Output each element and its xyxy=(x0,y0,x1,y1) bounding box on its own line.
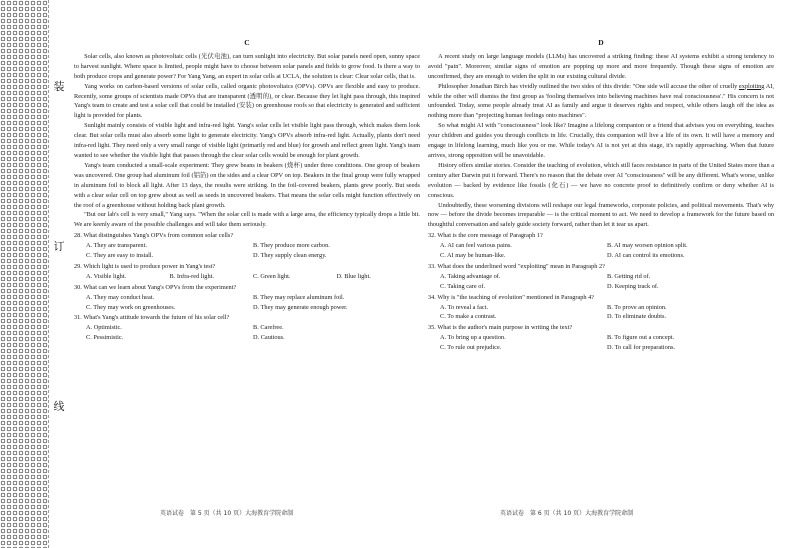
option-c[interactable]: C. They are easy to install. xyxy=(86,252,154,260)
passage-d-paragraph: A recent study on large language models (LLMs) has uncovered a striking finding: these AI systems exhibit a strong tendency to avoid "pain". Moreover, similar signs of emotion are popping up more and more frequently. Though these signs of emotion are unconfirmed, they are enough to widen the split in our existing cultural divide. xyxy=(428,52,774,80)
option-a[interactable]: A. They are transparent. xyxy=(86,242,147,250)
option-d[interactable]: D. Cautious. xyxy=(253,334,285,342)
option-b[interactable]: B. Getting rid of. xyxy=(607,272,651,280)
passage-c-paragraph: Yang works on carbon-based versions of solar cells, called organic photovoltaics (OPVs). OPVs are flexible and easy to produce. Recently, some groups of scientists made OPVs that are transparent (透明的), or clear. Because they let light pass through, this inspired Yang's team to create and test a solar cell that could be installed (安装) on greenhouse roofs so that electricity is generated and sufficient light is provided for plants. xyxy=(74,82,420,120)
question-30 xyxy=(74,283,420,313)
option-c[interactable]: C. To make a contrast. xyxy=(440,313,497,321)
option-a[interactable]: A. AI can feel various pains. xyxy=(440,242,512,250)
passage-c-paragraph: "But our lab's cell is very small," Yang says. "When the solar cell is made with a large area, the efficiency typically drops a little bit. We are keenly aware of the possible challenges and will take them seriously. xyxy=(74,211,420,229)
passage-d-title: D xyxy=(598,38,604,47)
option-c[interactable]: C. Green light. xyxy=(253,272,291,280)
question-stem: 34. Why is "the teaching of evolution" mentioned in Paragraph 4? xyxy=(428,293,595,301)
passage-d-paragraph: History offers similar stories. Consider the teaching of evolution, which still faces resistance in parts of the United States more than a century after Darwin put it forward. There's no reason that the debate over AI "consciousness" will be any different. What's worse, unlike evolution — backed by evidence like fossils (化石) — we have no concrete proof to definitively confirm or deny whether AI is conscious. xyxy=(428,161,774,199)
binding-char-bottom: 线 xyxy=(53,400,65,413)
passage-d-paragraph: Undoubtedly, these worsening divisions will reshape our legal frameworks, corporate policies, and political movements. That's why now — before the divide becomes irreparable — is the critical moment to act. We need to develop a framework for the future based on thoughtful conversation and safely guide society forward, rather than let it tear us apart. xyxy=(428,201,774,229)
binding-char-top: 装 xyxy=(53,80,65,93)
binding-char-middle: 订 xyxy=(53,240,65,253)
underlined-word: exploiting xyxy=(738,82,765,90)
option-d[interactable]: D. They may generate enough power. xyxy=(253,303,348,311)
option-d[interactable]: D. To eliminate doubts. xyxy=(607,313,667,321)
option-d[interactable]: D. Blue light. xyxy=(336,272,371,280)
passage-c xyxy=(74,38,420,343)
option-d[interactable]: D. To call for preparations. xyxy=(607,344,675,352)
question-stem: 32. What is the core message of Paragraph 1? xyxy=(428,232,543,240)
option-c[interactable]: C. To rule out prejudice. xyxy=(440,344,502,352)
question-35 xyxy=(428,323,774,353)
option-b[interactable]: B. They produce more carbon. xyxy=(253,242,330,250)
passage-d-paragraph: So what might AI with "consciousness" look like? Imagine a lifelong companion or a friend that advises you on everything, teaches your children and guides you through conflicts in life. Crucially, this companion will live a life of its own. It will have a memory and engage in lifelong learning, much like you or me. While today's AI is not yet at this stage, it's rapidly approaching. When that future arrives, strong opposition will be unavoidable. xyxy=(428,122,774,159)
question-stem: 30. What can we learn about Yang's OPVs from the experiment? xyxy=(74,283,237,291)
paragraph-text: AI, while the other will dismiss the first group as 'fooling themselves into believing machines have real consciousness'." His concern is not unfounded. Today, some people already treat AI as family and argue it deserves rights and respect, while others laugh off the idea as nothing more than "projecting human feelings onto machines". xyxy=(428,82,774,120)
option-c[interactable]: C. Pessimistic. xyxy=(86,334,124,342)
option-b[interactable]: B. To prove an opinion. xyxy=(607,303,667,311)
question-33 xyxy=(428,262,774,292)
passage-c-paragraph: Sunlight mainly consists of visible light and infra-red light. Yang's solar cells let visible light pass through, which makes them look clear. But solar cells must also absorb some light to generate electricity. Yang's OPVs absorb infra-red light. Actually, plants don't need infra-red light. They need only a very small range of visible light (primarily red and blue) for growth and reflect green light. Yang's team wanted to see whether the visible light that passes through the clear solar cells would be enough for plant growth. xyxy=(74,122,420,159)
question-stem: 33. What does the underlined word "exploiting" mean in Paragraph 2? xyxy=(428,262,605,270)
passage-c-paragraph: Yang's team conducted a small-scale experiment: They grew beans in beakers (烧杯) under three conditions. One group of beakers was uncovered. One group had aluminum foil (铝箔) on the sides and a clear OPV on top. Beakers in the final group were fully wrapped in aluminum foil to block all light. After 13 days, the results were striking. In the foil-covered beakers, plants grew poorly. But seeds with a clear solar cell on top grew about as well as seeds in uncovered beakers. That means the solar cells might function effectively on the roof of a greenhouse without holding back plant growth. xyxy=(74,161,420,209)
page-footer-right: 英语试卷 第 6 页（共 10 页）大海教育学院命制 xyxy=(500,510,634,517)
option-d[interactable]: D. Keeping track of. xyxy=(607,282,659,290)
passage-c-paragraph: Solar cells, also known as photovoltaic cells (光伏电池), can turn sunlight into electricity. But solar panels need open, sunny space to harvest sunlight. Where space is limited, people might have to choose between solar panels and fields to grow food. Is there a way to both produce crops and generate power? For Yang Yang, an expert in solar cells at UCLA, the solution is clear: Clear solar cells, that is. xyxy=(74,52,420,80)
page-footer-left: 英语试卷 第 5 页（共 10 页）大海教育学院命制 xyxy=(160,510,294,517)
option-a[interactable]: A. Taking advantage of. xyxy=(440,272,501,280)
passage-d xyxy=(428,38,774,353)
option-d[interactable]: D. AI can control its emotions. xyxy=(607,252,685,260)
option-b[interactable]: B. Carefree. xyxy=(253,324,284,332)
passage-d-paragraph xyxy=(428,82,774,122)
paragraph-text: Philosopher Jonathan Birch has vividly outlined the two sides of this divide: "One side will accuse the other of cruelly xyxy=(438,82,739,90)
option-b[interactable]: B. AI may worsen opinion split. xyxy=(607,242,688,250)
question-29 xyxy=(74,262,420,282)
option-b[interactable]: B. They may replace aluminum foil. xyxy=(253,293,345,301)
option-c[interactable]: C. Taking care of. xyxy=(440,282,486,290)
option-b[interactable]: B. Infra-red light. xyxy=(169,272,214,280)
option-a[interactable]: A. To reveal a fact. xyxy=(440,303,489,311)
question-stem: 35. What is the author's main purpose in writing the text? xyxy=(428,324,573,332)
question-31 xyxy=(74,313,420,343)
option-a[interactable]: A. They may conduct heat. xyxy=(86,293,155,301)
question-28 xyxy=(74,231,420,261)
question-32 xyxy=(428,231,774,261)
binding-margin-pattern xyxy=(0,0,48,548)
option-a[interactable]: A. To bring up a question. xyxy=(440,334,506,342)
option-d[interactable]: D. They supply clean energy. xyxy=(253,252,327,260)
passage-c-title: C xyxy=(244,38,250,47)
option-b[interactable]: B. To figure out a concept. xyxy=(607,334,675,342)
option-c[interactable]: C. They may work on greenhouses. xyxy=(86,303,176,311)
option-a[interactable]: A. Visible light. xyxy=(86,272,127,280)
question-stem: 28. What distinguishes Yang's OPVs from common solar cells? xyxy=(74,232,234,240)
question-stem: 29. Which light is used to produce power in Yang's test? xyxy=(74,262,216,270)
question-34 xyxy=(428,293,774,323)
option-a[interactable]: A. Optimistic. xyxy=(86,324,122,332)
question-stem: 31. What's Yang's attitude towards the future of his solar cell? xyxy=(74,314,230,322)
option-c[interactable]: C. AI may be human-like. xyxy=(440,252,506,260)
